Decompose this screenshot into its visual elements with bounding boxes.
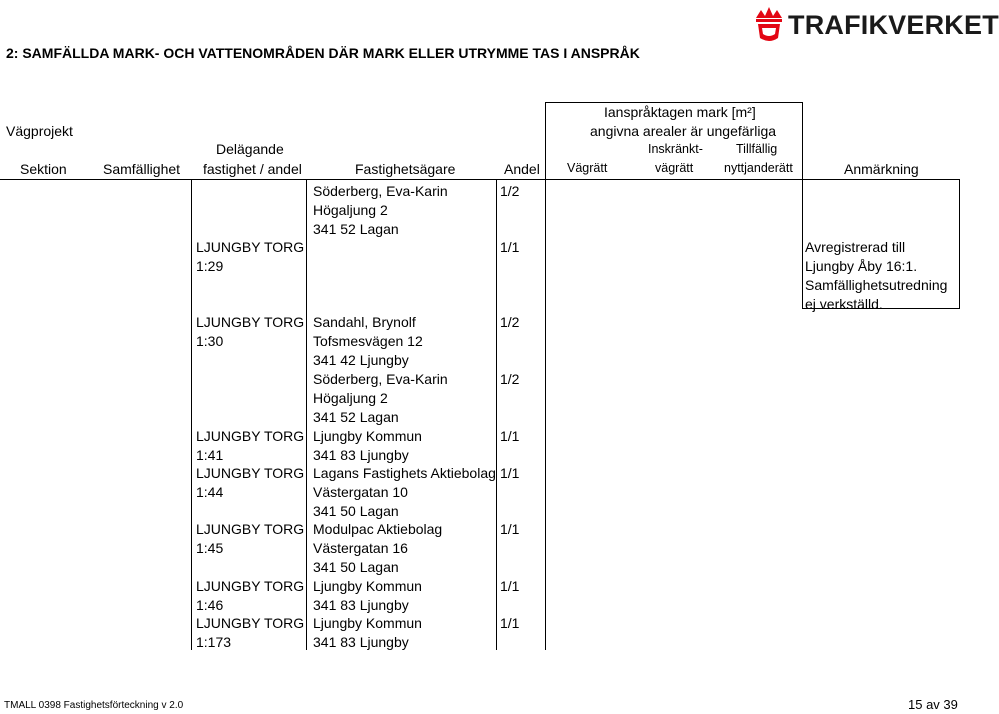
anmarkning-line: Samfällighetsutredning — [805, 277, 948, 293]
agare-line: Sandahl, Brynolf — [313, 314, 416, 330]
fastighet-name: LJUNGBY TORG — [196, 521, 305, 537]
column-border-anmarkning-left — [802, 179, 803, 308]
trafikverket-logo — [752, 4, 999, 44]
fastighet-number: 1:44 — [196, 484, 224, 500]
fastighet-number: 1:29 — [196, 258, 224, 274]
anmarkning-line: Avregistrerad till — [805, 239, 906, 255]
andel-value: 1/2 — [500, 314, 520, 330]
fastighet-name: LJUNGBY TORG — [196, 465, 305, 481]
page-number: 15 av 39 — [908, 697, 958, 712]
header-anmarkning: Anmärkning — [844, 161, 919, 177]
area-group-heading: Ianspråktagen mark [m²] — [604, 104, 756, 120]
andel-value: 1/2 — [500, 371, 520, 387]
andel-value: 1/1 — [500, 578, 520, 594]
header-sektion: Sektion — [20, 161, 67, 177]
group-right-border — [802, 102, 803, 179]
agare-line: Ljungby Kommun — [313, 615, 422, 631]
agare-line: Modulpac Aktiebolag — [313, 521, 443, 537]
fastighet-number: 1:45 — [196, 540, 224, 556]
anmarkning-line: ej verkställd. — [805, 296, 883, 312]
agare-line: Västergatan 10 — [313, 484, 408, 500]
agare-line: 341 83 Ljungby — [313, 597, 409, 613]
agare-line: 341 50 Lagan — [313, 503, 399, 519]
agare-line: 341 83 Ljungby — [313, 634, 409, 650]
agare-line: Söderberg, Eva-Karin — [313, 183, 448, 199]
header-fastighetsagare: Fastighetsägare — [355, 161, 456, 177]
area-group-note: angivna arealer är ungefärliga — [590, 123, 777, 139]
andel-value: 1/1 — [500, 428, 520, 444]
agare-line: Ljungby Kommun — [313, 578, 422, 594]
page-title: 2: SAMFÄLLDA MARK- OCH VATTENOMRÅDEN DÄR MARK ELLER UTRYMME TAS I ANSPRÅK — [6, 45, 640, 61]
header-tillfallig: Tillfällig — [736, 142, 778, 156]
header-fastighet-andel: fastighet / andel — [203, 161, 302, 177]
fastighet-name: LJUNGBY TORG — [196, 615, 305, 631]
fastighet-number: 1:30 — [196, 333, 224, 349]
agare-line: Högaljung 2 — [313, 390, 388, 406]
fastighet-number: 1:173 — [196, 634, 232, 650]
agare-line: 341 42 Ljungby — [313, 352, 409, 368]
andel-value: 1/2 — [500, 183, 520, 199]
footer-template-name: TMALL 0398 Fastighetsförteckning v 2.0 — [4, 700, 184, 711]
fastighet-number: 1:46 — [196, 597, 224, 613]
header-samfallighet: Samfällighet — [103, 161, 181, 177]
agare-line: 341 50 Lagan — [313, 559, 399, 575]
agare-line: Högaljung 2 — [313, 202, 388, 218]
agare-line: Söderberg, Eva-Karin — [313, 371, 448, 387]
column-border-anmarkning-right — [959, 179, 960, 308]
agare-line: 341 52 Lagan — [313, 409, 399, 425]
header-bottom-border — [0, 179, 960, 180]
column-border-fastighet — [191, 179, 192, 650]
anmarkning-line: Ljungby Åby 16:1. — [805, 258, 918, 274]
andel-value: 1/1 — [500, 465, 520, 481]
agare-line: Västergatan 16 — [313, 540, 408, 556]
agare-line: Ljungby Kommun — [313, 428, 422, 444]
fastighet-name: LJUNGBY TORG — [196, 428, 305, 444]
fastighet-name: LJUNGBY TORG — [196, 314, 305, 330]
header-delagande: Delägande — [216, 141, 284, 157]
andel-value: 1/1 — [500, 521, 520, 537]
agare-line: 341 83 Ljungby — [313, 447, 409, 463]
group-left-border — [545, 102, 546, 179]
fastighet-number: 1:41 — [196, 447, 224, 463]
fastighet-name: LJUNGBY TORG — [196, 578, 305, 594]
column-border-andel — [496, 179, 497, 650]
fastighet-name: LJUNGBY TORG — [196, 239, 305, 255]
crown-emblem-icon — [752, 4, 786, 44]
column-border-vagratt — [545, 179, 546, 650]
agare-line: 341 52 Lagan — [313, 221, 399, 237]
brand-name: TRAFIKVERKET — [788, 10, 999, 40]
andel-value: 1/1 — [500, 239, 520, 255]
column-border-agare — [306, 179, 307, 650]
group-top-border — [545, 102, 803, 103]
header-vagratt: Vägrätt — [567, 161, 608, 175]
andel-value: 1/1 — [500, 615, 520, 631]
header-vagprojekt: Vägprojekt — [6, 123, 73, 139]
agare-line: Lagans Fastighets Aktiebolag — [313, 465, 496, 481]
agare-line: Tofsmesvägen 12 — [313, 333, 423, 349]
header-andel: Andel — [504, 161, 540, 177]
header-inskrankt: Inskränkt- — [648, 142, 703, 156]
header-nyttjanderatt: nyttjanderätt — [724, 161, 793, 175]
header-inskrankt-vagratt: vägrätt — [655, 161, 694, 175]
